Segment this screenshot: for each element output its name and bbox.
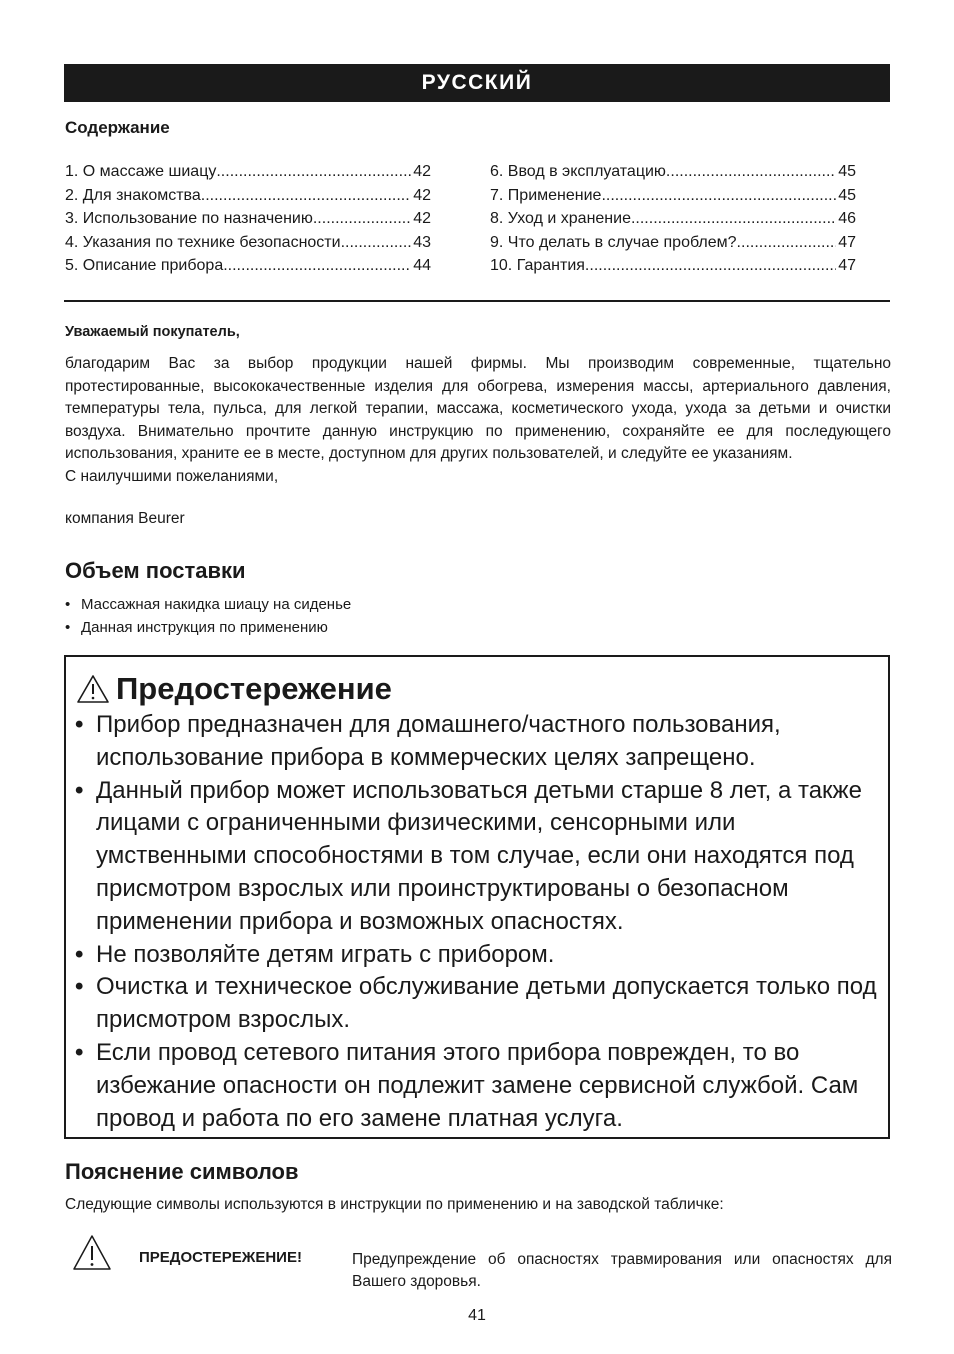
toc-page: 45 [838, 163, 856, 180]
toc-leader [601, 184, 836, 208]
list-item: • Не позволяйте детям играть с прибором. [75, 939, 881, 972]
toc-entry[interactable]: 2. Для знакомства ..... 42 [65, 184, 431, 208]
toc-page: 46 [838, 210, 856, 228]
toc-page: 47 [838, 233, 856, 251]
list-item: • Прибор предназначен для домашнего/частного пользования, использование прибора в коммерческих целях запрещено. [75, 709, 881, 775]
toc-leader [585, 254, 836, 278]
intro-body: благодарим Вас за выбор продукции нашей фирмы. Мы производим современные, тщательно протестированные, высококачественные изделия для обогрева, измерения массы, артериального давления, температуры тела, пульса, для легкой терапии, массажа, косметического ухода, ухода за детьми и очистки воздуха. Внимательно прочтите данную инструкцию по применению, сохраняйте ее для последующего использования, храните ее в месте, доступном для других пользователей, и следуйте ее указаниям. [65, 355, 891, 463]
list-item: • Если провод сетевого питания этого прибора поврежден, то во избежание опасности он подлежит замене сервисной службой. Сам провод и работа по его замене платная услуга. [75, 1037, 881, 1135]
toc-title: Содержание [65, 118, 170, 137]
toc-leader [737, 231, 837, 255]
symbol-description: Предупреждение об опасностях травмирования или опасностях для Вашего здоровья. [352, 1251, 892, 1290]
warning-triangle-icon [76, 674, 110, 704]
toc-page: 42 [413, 186, 431, 204]
language-header [64, 64, 890, 102]
toc-entry[interactable]: 6. Ввод в эксплуатацию ..... 45 [490, 160, 856, 184]
intro-closing: С наилучшими пожеланиями, [65, 467, 279, 485]
toc-leader [313, 207, 411, 231]
warning-heading [76, 671, 392, 707]
symbols-intro: Следующие символы используются в инструкции по применению и на заводской табличке: [65, 1196, 724, 1213]
salutation: Уважаемый покупатель, [65, 324, 240, 340]
toc-page: 42 [413, 163, 431, 180]
toc-page: 43 [413, 233, 431, 251]
toc-left-column [65, 160, 431, 278]
signature: компания Beurer [65, 510, 185, 527]
toc-leader [201, 184, 411, 208]
toc-page: 45 [838, 186, 856, 204]
toc-leader [223, 254, 411, 278]
list-item: • Очистка и техническое обслуживание детьми допускается только под присмотром взрослых. [75, 971, 881, 1037]
toc-leader [216, 160, 411, 184]
symbol-label: ПРЕДОСТЕРЕЖЕНИЕ! [139, 1249, 302, 1266]
toc-entry[interactable]: 8. Уход и хранение ..... 46 [490, 207, 856, 231]
scope-list [65, 594, 351, 639]
warning-triangle-icon [72, 1234, 112, 1272]
toc-right-column [490, 160, 856, 278]
toc-leader [666, 160, 836, 184]
toc-entry[interactable]: 7. Применение ..... 45 [490, 184, 856, 208]
intro-text [65, 353, 891, 489]
section-divider [64, 300, 890, 302]
warning-list [75, 709, 881, 1135]
warning-title: Предостережение [116, 671, 392, 706]
list-item: • Данный прибор может использоваться детьми старше 8 лет, а также лицами с ограниченными физическими, сенсорными или умственными способностями в том случае, если они находятся под присмотром взрослых или проинструктированы о безопасном применении прибора и возможных опасностях. [75, 775, 881, 939]
page-number: 41 [468, 1307, 486, 1324]
toc-entry[interactable]: 5. Описание прибора ..... 44 [65, 254, 431, 278]
toc-entry[interactable]: 1. О массаже шиацу ..... 42 [65, 160, 431, 184]
list-item: • Данная инструкция по применению [65, 617, 351, 640]
toc-entry[interactable]: 4. Указания по технике безопасности ..... 43 [65, 231, 431, 255]
toc-entry[interactable]: 3. Использование по назначению ..... 42 [65, 207, 431, 231]
toc-entry[interactable]: 9. Что делать в случае проблем? ..... 47 [490, 231, 856, 255]
language-label: РУССКИЙ [421, 71, 533, 94]
toc-page: 42 [413, 210, 431, 228]
toc-leader [631, 207, 836, 231]
toc-leader [341, 231, 412, 255]
toc-page: 44 [413, 257, 431, 275]
toc-page: 47 [838, 257, 856, 275]
warning-box [64, 655, 890, 1139]
list-item: • Массажная накидка шиацу на сиденье [65, 594, 351, 617]
toc-entry[interactable]: 10. Гарантия ..... 47 [490, 254, 856, 278]
symbols-heading: Пояснение символов [65, 1159, 299, 1184]
scope-heading: Объем поставки [65, 558, 246, 583]
